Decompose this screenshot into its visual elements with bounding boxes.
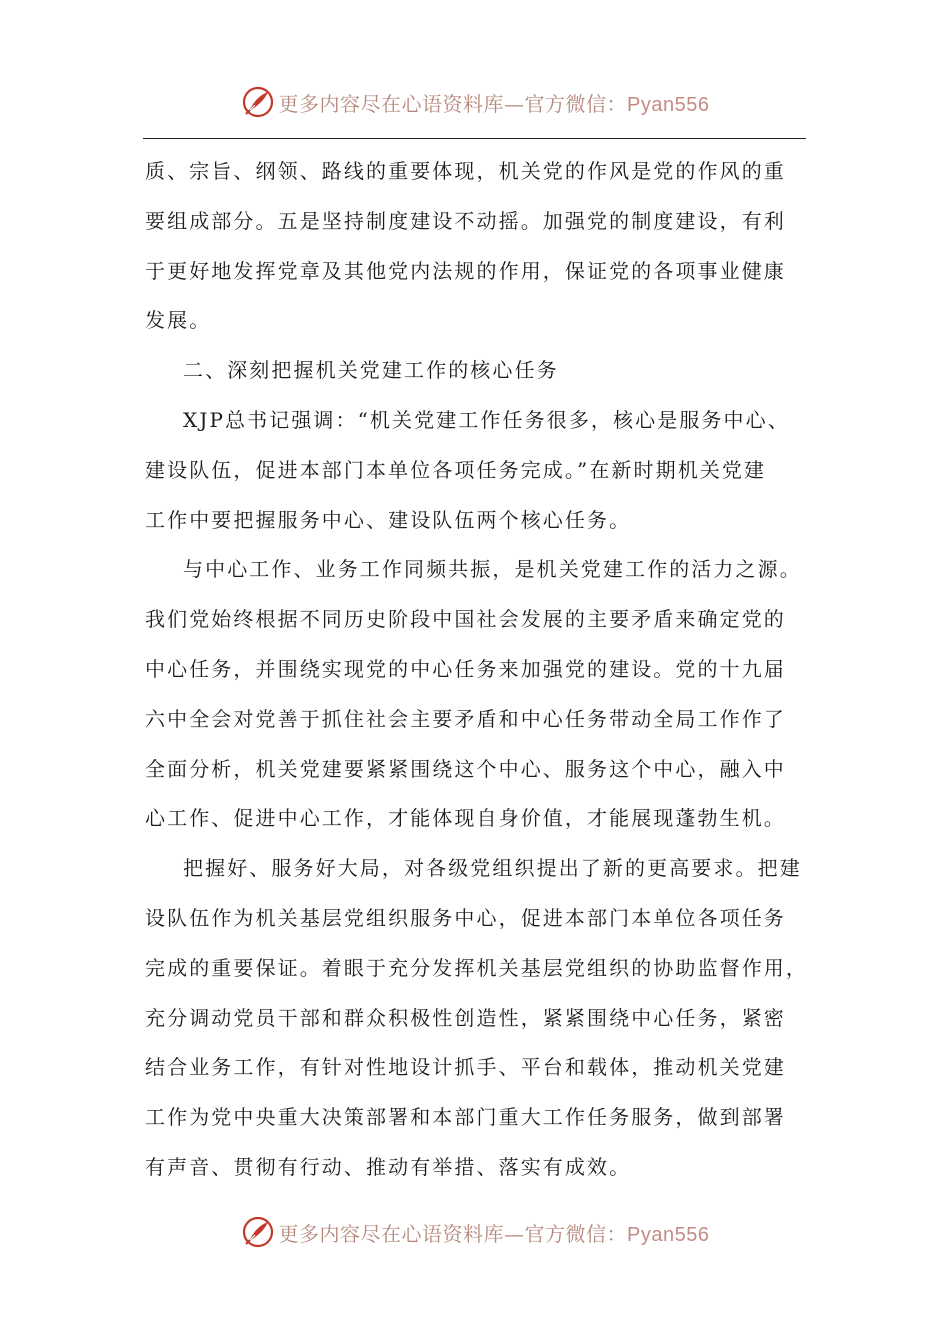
text-line: 要组成部分。五是坚持制度建设不动摇。加强党的制度建设，有利	[145, 208, 786, 233]
document-body	[145, 147, 808, 1193]
text-line: 与中心工作、业务工作同频共振，是机关党建工作的活力之源。	[183, 557, 802, 582]
text-line: 六中全会对党善于抓住社会主要矛盾和中心任务带动全局工作作了	[145, 706, 786, 731]
text-line: 质、宗旨、纲领、路线的重要体现，机关党的作风是党的作风的重	[145, 159, 786, 183]
text-line: 把握好、服务好大局，对各级党组织提出了新的更高要求。把建	[183, 856, 802, 881]
quill-logo-icon	[241, 85, 275, 119]
text-line: 结合业务工作，有针对性地设计抓手、平台和载体，推动机关党建	[145, 1055, 786, 1080]
banner-library-name: 更多内容尽在心语资料库	[278, 1221, 505, 1246]
text-line: 我们党始终根据不同历史阶段中国社会发展的主要矛盾来确定党的	[145, 607, 786, 632]
banner-separator: —	[504, 91, 525, 116]
banner-text	[279, 1218, 710, 1247]
text-line: 充分调动党员干部和群众积极性创造性，紧紧围绕中心任务，紧密	[145, 1005, 786, 1030]
header-divider	[143, 138, 806, 139]
text-line: 完成的重要保证。着眼于充分发挥机关基层党组织的协助监督作用，	[145, 955, 808, 980]
header-watermark-banner	[0, 82, 950, 122]
text-line: XJP总书记强调：“机关党建工作任务很多，核心是服务中心、	[183, 407, 790, 432]
section-heading: 二、深刻把握机关党建工作的核心任务	[183, 358, 559, 383]
banner-contact-id: Pyan556	[627, 93, 710, 116]
text-line: 于更好地发挥党章及其他党内法规的作用，保证党的各项事业健康	[145, 258, 786, 283]
banner-contact-label: 官方微信：	[524, 91, 628, 116]
footer-watermark-banner	[0, 1212, 950, 1252]
text-line: 工作为党中央重大决策部署和本部门重大工作任务服务，做到部署	[145, 1105, 786, 1130]
text-line: 中心任务，并围绕实现党的中心任务来加强党的建设。党的十九届	[145, 656, 786, 681]
text-line: 发展。	[145, 308, 212, 333]
banner-separator: —	[504, 1221, 525, 1246]
quill-logo-icon	[241, 1215, 275, 1249]
text-line: 工作中要把握服务中心、建设队伍两个核心任务。	[145, 507, 632, 532]
text-line: 设队伍作为机关基层党组织服务中心，促进本部门本单位各项任务	[145, 905, 786, 930]
text-line: 全面分析，机关党建要紧紧围绕这个中心、服务这个中心，融入中	[145, 756, 786, 781]
banner-text	[279, 88, 710, 117]
text-line: 有声音、贯彻有行动、推动有举措、落实有成效。	[145, 1154, 632, 1179]
banner-contact-id: Pyan556	[627, 1223, 710, 1246]
banner-library-name: 更多内容尽在心语资料库	[278, 91, 505, 116]
banner-contact-label: 官方微信：	[524, 1221, 628, 1246]
text-line: 心工作、促进中心工作，才能体现自身价值，才能展现蓬勃生机。	[145, 806, 786, 831]
text-line: 建设队伍，促进本部门本单位各项任务完成。”在新时期机关党建	[145, 457, 767, 482]
